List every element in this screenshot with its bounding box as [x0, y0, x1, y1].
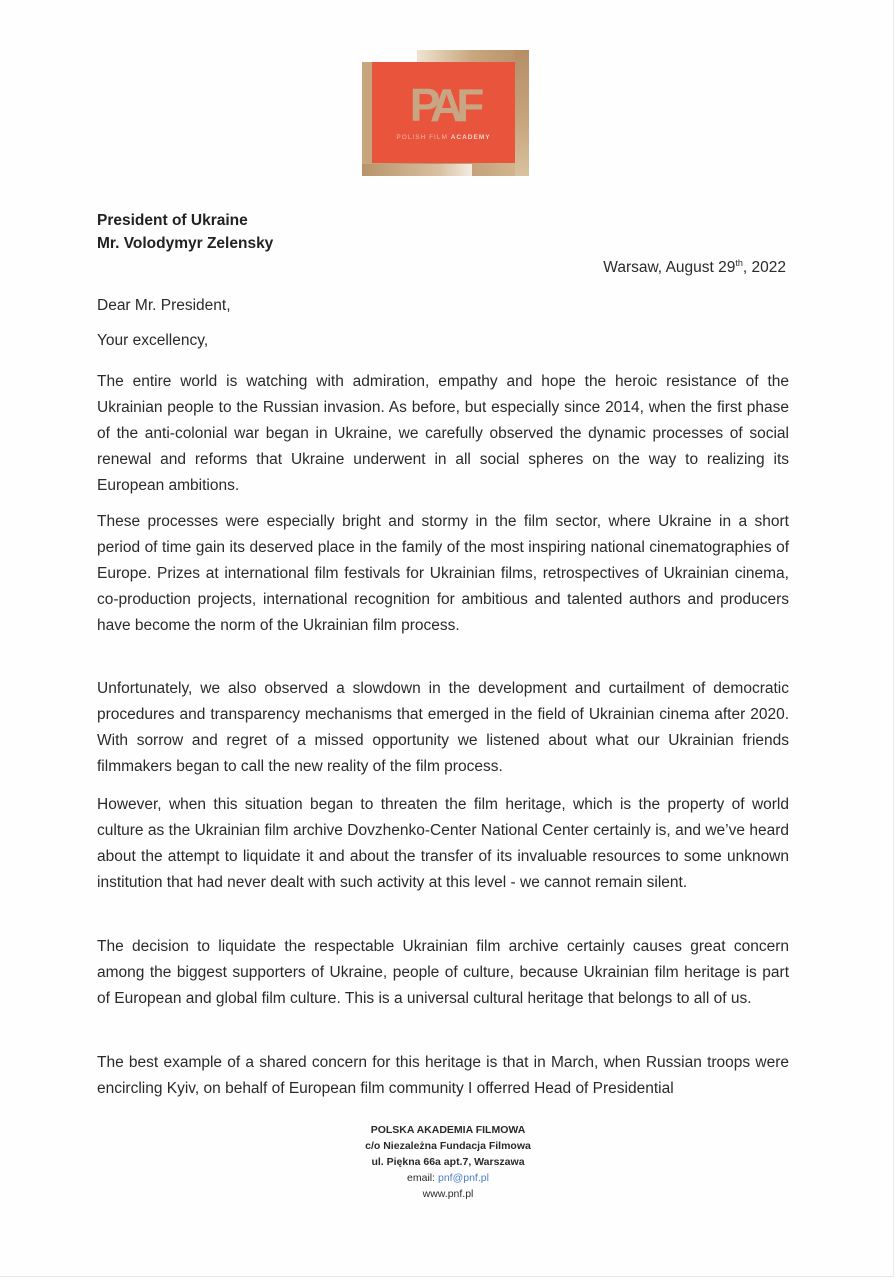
- date-prefix: Warsaw, August 29: [603, 259, 736, 276]
- footer-care-of: c/o Niezależna Fundacja Filmowa: [365, 1140, 531, 1152]
- footer-email-link[interactable]: pnf@pnf.pl: [437, 1172, 489, 1184]
- logo-tagline-bold: ACADEMY: [450, 134, 491, 141]
- paragraph-1: The entire world is watching with admiration, empathy and hope the heroic resistance of the Ukrainian people to the Russian invasion. As before, but especially since 2014, when the first phase of the anti-colonial war began in Ukraine, we carefully observed the dynamic processes of social renewal and reforms that Ukraine underwent in all social spheres on the way to realizing its European ambitions.: [97, 373, 789, 494]
- letterhead-footer: [300, 1122, 596, 1202]
- paragraph-3: Unfortunately, we also observed a slowdown in the development and curtailment of democratic procedures and transparency mechanisms that emerged in the field of Ukrainian cinema after 2020. With sorrow and regret of a missed opportunity we listened about what our Ukrainian friends filmmakers began to call the new reality of the film process.: [97, 680, 789, 775]
- salutation-excellency: Your excellency,: [97, 332, 209, 349]
- paragraph-5: The decision to liquidate the respectable Ukrainian film archive certainly causes great concern among the biggest supporters of Ukraine, people of culture, because Ukrainian film heritage is part of European and global film culture. This is a universal cultural heritage that belongs to all of us.: [97, 938, 789, 1007]
- footer-org-name: POLSKA AKADEMIA FILMOWA: [370, 1124, 526, 1136]
- salutation-greeting: Dear Mr. President,: [97, 297, 231, 314]
- letter-date: [603, 259, 786, 277]
- paragraph-2: These processes were especially bright and stormy in the film sector, where Ukraine in a short period of time gain its deserved place in the family of the most inspiring national cinematographies of Europe. Prizes at international film festivals for Ukrainian films, retrospectives of Ukrainian cinema, co-production projects, international recognition for ambitious and talented authors and producers have become the norm of the Ukrainian film process.: [97, 513, 789, 634]
- paragraph-4: However, when this situation began to threaten the film heritage, which is the property of world culture as the Ukrainian film archive Dovzhenko-Center National Center certainly is, and we’ve heard about the attempt to liquidate it and about the transfer of its invaluable resources to some unknown institution that had never dealt with such activity at this level - we cannot remain silent.: [97, 796, 789, 891]
- logo-mark: [372, 79, 515, 131]
- logo-tagline-light: POLISH FILM: [396, 134, 448, 141]
- date-ordinal: th: [735, 258, 743, 268]
- date-year: , 2022: [742, 259, 786, 276]
- recipient-title: President of Ukraine: [97, 212, 248, 229]
- logo-mark-text: PAF: [409, 79, 478, 131]
- logo-tagline: [372, 134, 515, 141]
- footer-email-label: email:: [407, 1172, 438, 1184]
- logo-red-panel: [372, 62, 515, 163]
- footer-website[interactable]: www.pnf.pl: [422, 1188, 474, 1200]
- logo-gold-bottom-band: [362, 164, 472, 176]
- footer-email-line: [300, 1170, 596, 1186]
- logo-gold-right-band: [515, 50, 529, 176]
- recipient-name: Mr. Volodymyr Zelensky: [97, 235, 274, 252]
- footer-address: ul. Piękna 66a apt.7, Warszawa: [371, 1156, 525, 1168]
- recipient-block: [97, 209, 273, 255]
- paragraph-6: The best example of a shared concern for this heritage is that in March, when Russian troops were encircling Kyiv, on behalf of European film community I offerred Head of Presidential: [97, 1054, 789, 1097]
- paf-logo: [362, 50, 529, 176]
